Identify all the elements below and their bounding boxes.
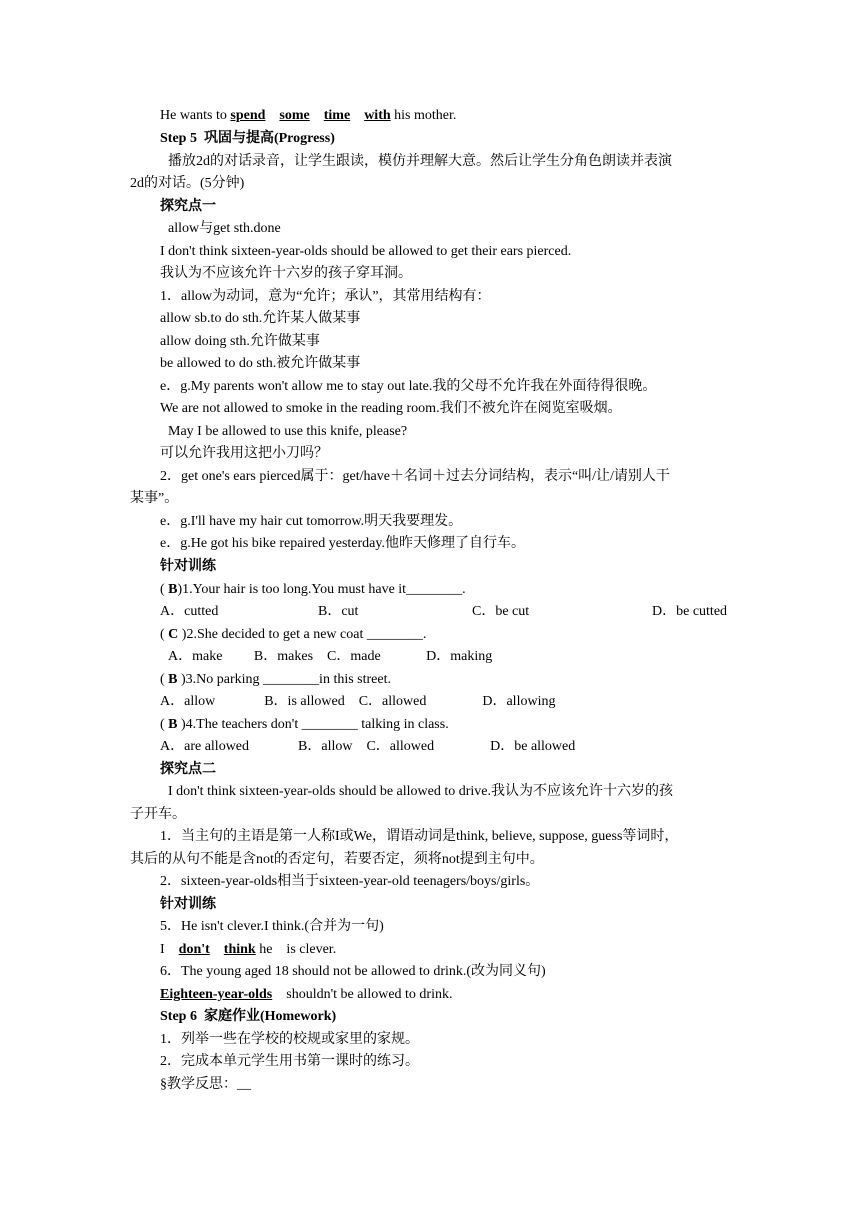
paragraph: 播放2d的对话录音，让学生跟读，模仿并理解大意。然后让学生分角色朗读并表演 (168, 154, 672, 169)
question-4: ( B )4.The teachers don't ________ talking in class. (160, 717, 449, 732)
paragraph: 1．当主句的主语是第一人称I或We，谓语动词是think, believe, suppose, guess等词时， (160, 829, 679, 844)
exercise-6-answer (160, 986, 452, 1006)
example-sentence: I don't think sixteen-year-olds should be allowed to get their ears pierced. (160, 244, 572, 259)
question-text: )2.She decided to get a new coat ________. (178, 627, 427, 642)
answer-word: some (279, 108, 310, 123)
paragraph: 2．sixteen-year-olds相当于sixteen-year-old teenagers/boys/girls。 (160, 874, 540, 889)
example-sentence: I don't think sixteen-year-olds should be allowed to drive.我认为不应该允许十六岁的孩 (168, 784, 674, 799)
exercise-5: 5．He isn't clever.I think.(合并为一句) (160, 919, 384, 934)
step-heading: Step 5 巩固与提高(Progress) (160, 131, 335, 146)
question-3: ( B )3.No parking ________in this street. (160, 672, 391, 687)
paragraph: 2d的对话。(5分钟) (130, 176, 245, 191)
question-1: ( B)1.Your hair is too long.You must have it________. (160, 582, 466, 597)
example-sentence: e．g.I'll have my hair cut tomorrow.明天我要理发。 (160, 514, 463, 529)
structure-line: be allowed to do sth.被允许做某事 (160, 356, 361, 371)
example-sentence: 子开车。 (130, 807, 186, 822)
paragraph: 某事”。 (130, 491, 179, 506)
step-heading: Step 6 家庭作业(Homework) (160, 1009, 337, 1024)
topic-line: allow与get sth.done (168, 221, 281, 236)
question-1-options (160, 603, 730, 623)
section-heading: 探究点一 (160, 199, 216, 214)
question-text: )1.Your hair is too long.You must have it________. (177, 582, 466, 597)
question-4-options: A．are allowed B．allow C．allowed D．be allowed (160, 739, 576, 754)
example-sentence (160, 107, 456, 127)
section-heading: 探究点二 (160, 762, 216, 777)
translation: 我认为不应该允许十六岁的孩子穿耳洞。 (160, 266, 412, 281)
question-2-options: A．make B．makes C．made D．making (168, 649, 493, 664)
answer-word: Eighteen-year-olds (160, 987, 273, 1002)
text: his mother. (390, 108, 457, 123)
answer-word: don't (178, 942, 210, 957)
question-3-options: A．allow B．is allowed C．allowed D．allowing (160, 694, 556, 709)
exercise-6: 6．The young aged 18 should not be allowed to drink.(改为同义句) (160, 964, 546, 979)
answer-word: spend (230, 108, 266, 123)
text: he is clever. (255, 942, 337, 957)
paragraph: 1．allow为动词，意为“允许；承认”，其常用结构有： (160, 289, 491, 304)
text: shouldn't be allowed to drink. (272, 987, 453, 1002)
option: C．be cut (472, 604, 530, 619)
option: B．cut (318, 604, 359, 619)
example-sentence: May I be allowed to use this knife, please? (168, 424, 408, 439)
homework-item: 1．列举一些在学校的校规或家里的家规。 (160, 1032, 419, 1047)
text: He wants to (160, 108, 231, 123)
answer-word: with (364, 108, 391, 123)
answer-letter: B (168, 672, 178, 687)
text: I (160, 942, 179, 957)
question-text: )3.No parking ________in this street. (177, 672, 391, 687)
reflection-line: §教学反思：__ (160, 1077, 251, 1092)
section-heading: 针对训练 (160, 897, 216, 912)
answer-letter: B (168, 582, 178, 597)
example-sentence: e．g.He got his bike repaired yesterday.他昨天修理了自行车。 (160, 536, 525, 551)
translation: 可以允许我用这把小刀吗？ (160, 446, 328, 461)
example-sentence: We are not allowed to smoke in the reading room.我们不被允许在阅览室吸烟。 (160, 401, 622, 416)
answer-letter: B (168, 717, 178, 732)
answer-letter: C (168, 627, 179, 642)
answer-word: time (323, 108, 351, 123)
option: A．cutted (160, 604, 219, 619)
example-sentence: e．g.My parents won't allow me to stay out late.我的父母不允许我在外面待得很晚。 (160, 379, 657, 394)
section-heading: 针对训练 (160, 559, 216, 574)
structure-line: allow sb.to do sth.允许某人做某事 (160, 311, 361, 326)
answer-word: think (223, 942, 256, 957)
structure-line: allow doing sth.允许做某事 (160, 334, 320, 349)
homework-item: 2．完成本单元学生用书第一课时的练习。 (160, 1054, 419, 1069)
paragraph: 2．get one's ears pierced属于：get/have＋名词＋过去分词结构，表示“叫/让/请别人干 (160, 469, 670, 484)
question-2: ( C )2.She decided to get a new coat ________. (160, 627, 427, 642)
paragraph: 其后的从句不能是含not的否定句，若要否定，须将not提到主句中。 (130, 852, 544, 867)
question-text: )4.The teachers don't ________ talking in class. (177, 717, 449, 732)
exercise-5-answer (160, 941, 336, 961)
option: D．be cutted (652, 604, 728, 619)
